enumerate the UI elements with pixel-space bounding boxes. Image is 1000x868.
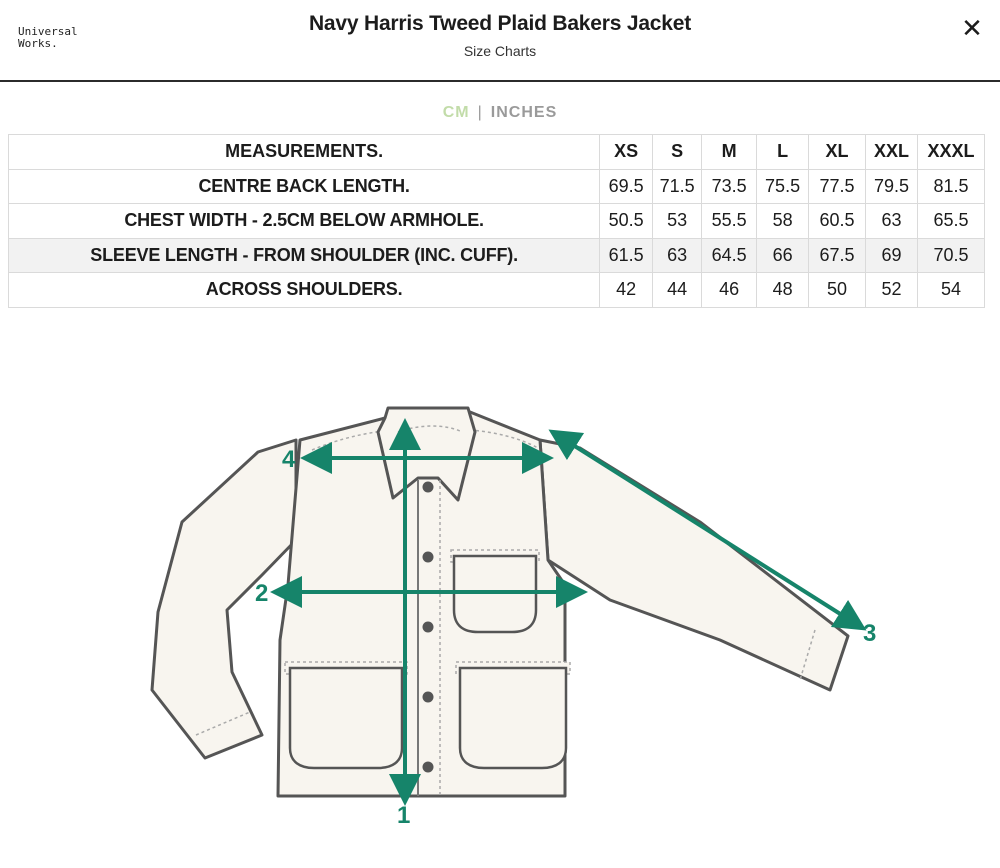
title-block (0, 12, 1000, 59)
button (423, 692, 434, 703)
table-cell: 65.5 (917, 204, 984, 239)
button (423, 622, 434, 633)
table-cell: 58 (757, 204, 809, 239)
table-cell: 69.5 (600, 169, 653, 204)
close-icon[interactable]: ✕ (961, 13, 983, 43)
lower-left-pocket (290, 668, 402, 768)
table-cell: 81.5 (917, 169, 984, 204)
unit-inches-button[interactable]: INCHES (490, 104, 558, 121)
table-cell: 63 (653, 238, 702, 273)
table-cell: 50 (809, 273, 866, 308)
table-cell: 50.5 (600, 204, 653, 239)
unit-cm-button[interactable]: CM (442, 104, 470, 121)
size-header: S (653, 135, 702, 170)
table-header-row (9, 135, 985, 170)
button (423, 762, 434, 773)
size-header: M (702, 135, 757, 170)
table-cell: 54 (917, 273, 984, 308)
row-label: CHEST WIDTH - 2.5CM BELOW ARMHOLE. (9, 204, 600, 239)
table-cell: 52 (866, 273, 918, 308)
left-sleeve (152, 440, 296, 758)
size-header: XXL (866, 135, 918, 170)
table-cell: 70.5 (917, 238, 984, 273)
button (423, 552, 434, 563)
table-cell: 77.5 (809, 169, 866, 204)
table-cell: 53 (653, 204, 702, 239)
size-header: L (757, 135, 809, 170)
table-cell: 61.5 (600, 238, 653, 273)
marker-1: 1 (397, 802, 411, 829)
table-cell: 46 (702, 273, 757, 308)
modal-header (0, 0, 1000, 82)
size-charts-subtitle: Size Charts (463, 43, 537, 59)
size-header: XL (809, 135, 866, 170)
size-chart-table (8, 134, 985, 308)
table-row (9, 273, 985, 308)
marker-2: 2 (255, 580, 269, 607)
size-header: XXXL (917, 135, 984, 170)
jacket-measurement-diagram (140, 395, 900, 835)
table-row (9, 169, 985, 204)
jacket-illustration (140, 395, 900, 835)
table-row (9, 238, 985, 273)
brand-logo[interactable]: Universal Works. (18, 25, 78, 50)
size-header: XS (600, 135, 653, 170)
row-label: CENTRE BACK LENGTH. (9, 169, 600, 204)
table-cell: 64.5 (702, 238, 757, 273)
table-cell: 66 (757, 238, 809, 273)
table-cell: 71.5 (653, 169, 702, 204)
right-sleeve (540, 440, 848, 690)
unit-separator: | (477, 104, 483, 121)
table-cell: 48 (757, 273, 809, 308)
marker-4: 4 (282, 446, 296, 473)
table-cell: 73.5 (702, 169, 757, 204)
table-row (9, 204, 985, 239)
table-cell: 67.5 (809, 238, 866, 273)
table-cell: 60.5 (809, 204, 866, 239)
unit-toggle (0, 104, 1000, 122)
row-label: ACROSS SHOULDERS. (9, 273, 600, 308)
button (423, 482, 434, 493)
table-cell: 75.5 (757, 169, 809, 204)
marker-3: 3 (863, 620, 877, 647)
lower-right-pocket (460, 668, 566, 768)
table-cell: 69 (866, 238, 918, 273)
row-label: SLEEVE LENGTH - FROM SHOULDER (INC. CUFF). (9, 238, 600, 273)
measurements-header: MEASUREMENTS. (9, 135, 600, 170)
table-cell: 63 (866, 204, 918, 239)
product-title: Navy Harris Tweed Plaid Bakers Jacket (308, 12, 692, 35)
table-cell: 55.5 (702, 204, 757, 239)
table-cell: 44 (653, 273, 702, 308)
table-cell: 79.5 (866, 169, 918, 204)
table-cell: 42 (600, 273, 653, 308)
